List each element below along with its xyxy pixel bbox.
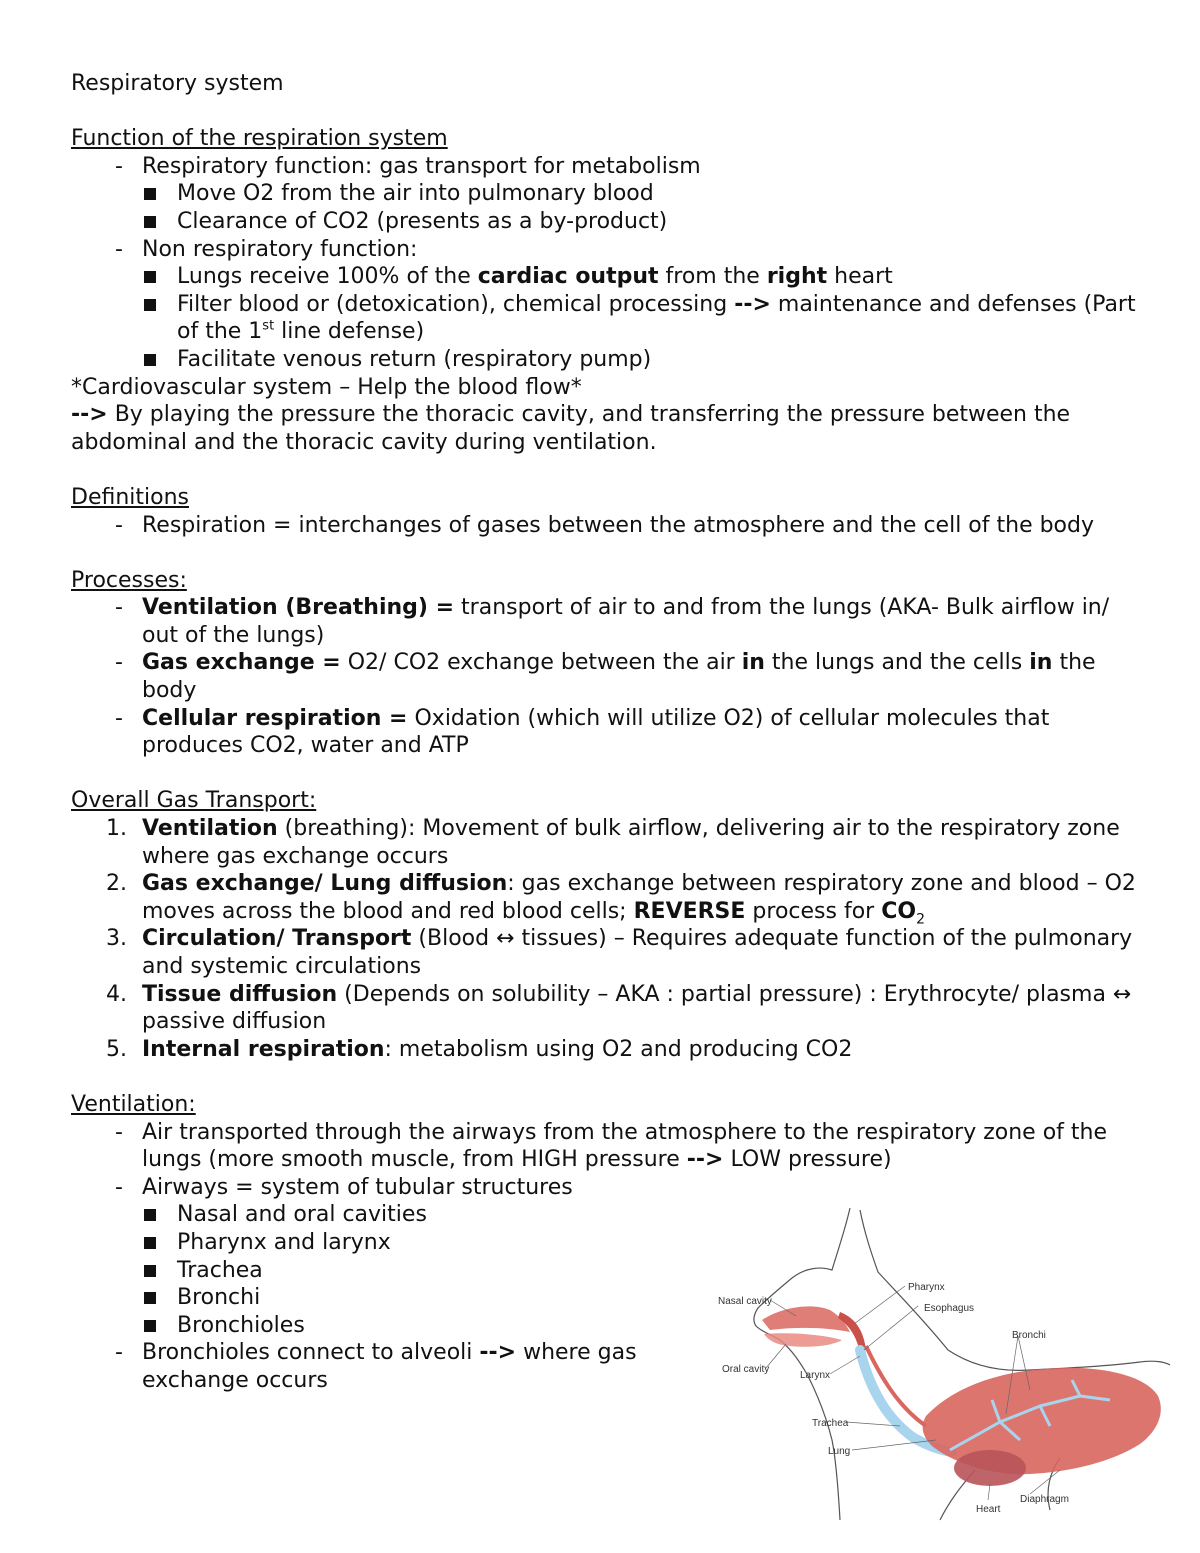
heading-function: Function of the respiration system xyxy=(71,126,448,152)
label-heart: Heart xyxy=(976,1504,1001,1515)
list-item: Filter blood or (detoxication), chemical processing --> maintenance and defenses (Part of the 1st line defense) xyxy=(71,291,1141,346)
oral-cavity-shape xyxy=(764,1333,842,1347)
list-item: 4. Tissue diffusion (Depends on solubility – AKA : partial pressure) : Erythrocyte/ plasma ↔ passive diffusion xyxy=(106,981,1132,1035)
note-pressure: --> By playing the pressure the thoracic cavity, and transferring the pressure between the abdominal and the thoracic cavity during ventilation. xyxy=(71,402,1071,455)
list-item: Bronchioles xyxy=(71,1312,1141,1340)
label-lung: Lung xyxy=(828,1446,851,1457)
label-oral-cavity: Oral cavity xyxy=(722,1364,770,1375)
heart-shape xyxy=(954,1450,1026,1486)
list-item: Pharynx and larynx xyxy=(71,1229,1141,1257)
label-diaphragm: Diaphragm xyxy=(1020,1494,1069,1505)
list-item: Clearance of CO2 (presents as a by-product) xyxy=(71,208,1141,236)
heading-processes: Processes: xyxy=(71,567,187,593)
list-item: Trachea xyxy=(71,1257,1141,1285)
list-item: Lungs receive 100% of the cardiac output from the right heart xyxy=(71,263,1141,291)
note-cardio: *Cardiovascular system – Help the blood flow* xyxy=(71,374,582,400)
dog-respiratory-anatomy-figure xyxy=(700,1200,1180,1530)
nasal-cavity-shape xyxy=(762,1306,850,1332)
list-item: 2. Gas exchange/ Lung diffusion: gas exchange between respiratory zone and blood – O2 moves across the blood and red blood cells; REVERSE process for $CO_2$ xyxy=(106,871,1136,928)
label-pharynx: Pharynx xyxy=(908,1282,945,1293)
page-title: Respiratory system xyxy=(71,71,284,96)
document-body xyxy=(71,70,1141,1395)
list-item: 5. Internal respiration: metabolism using O2 and producing CO2 xyxy=(106,1036,853,1062)
list-item: - Non respiratory function: xyxy=(71,236,1141,264)
lung-shape xyxy=(923,1368,1161,1474)
label-trachea: Trachea xyxy=(812,1418,849,1429)
list-item: - Air transported through the airways from the atmosphere to the respiratory zone of the lungs (more smooth muscle, from HIGH pressure --> LOW pressure) xyxy=(71,1119,1141,1174)
list-item: - Respiratory function: gas transport for metabolism xyxy=(71,153,1141,181)
list-item: - Airways = system of tubular structures xyxy=(71,1174,1141,1202)
list-item: Move O2 from the air into pulmonary blood xyxy=(71,180,1141,208)
label-larynx: Larynx xyxy=(800,1370,831,1381)
list-item: - Ventilation (Breathing) = transport of air to and from the lungs (AKA- Bulk airflow in/ out of the lungs) xyxy=(71,594,1141,649)
list-item: Facilitate venous return (respiratory pump) xyxy=(71,346,1141,374)
label-nasal-cavity: Nasal cavity xyxy=(718,1296,772,1307)
heading-ventilation: Ventilation: xyxy=(71,1091,196,1117)
heading-definitions: Definitions xyxy=(71,484,189,510)
list-item: 3. Circulation/ Transport (Blood ↔ tissues) – Requires adequate function of the pulmonary and systemic circulations xyxy=(106,926,1133,979)
list-item: - Cellular respiration = Oxidation (which will utilize O2) of cellular molecules that produces CO2, water and ATP xyxy=(71,705,1141,760)
list-item: Nasal and oral cavities xyxy=(71,1201,1141,1229)
list-item: - Respiration = interchanges of gases between the atmosphere and the cell of the body xyxy=(71,512,1141,540)
label-esophagus: Esophagus xyxy=(924,1303,975,1314)
list-item: - Bronchioles connect to alveoli --> where gas exchange occurs xyxy=(71,1339,702,1394)
list-item: Bronchi xyxy=(71,1284,1141,1312)
list-item: 1. Ventilation (breathing): Movement of bulk airflow, delivering air to the respiratory zone where gas exchange occurs xyxy=(106,816,1120,869)
heading-overall: Overall Gas Transport: xyxy=(71,788,317,814)
list-item: - Gas exchange = O2/ CO2 exchange between the air in the lungs and the cells in the body xyxy=(71,649,1141,704)
label-bronchi: Bronchi xyxy=(1012,1330,1046,1341)
